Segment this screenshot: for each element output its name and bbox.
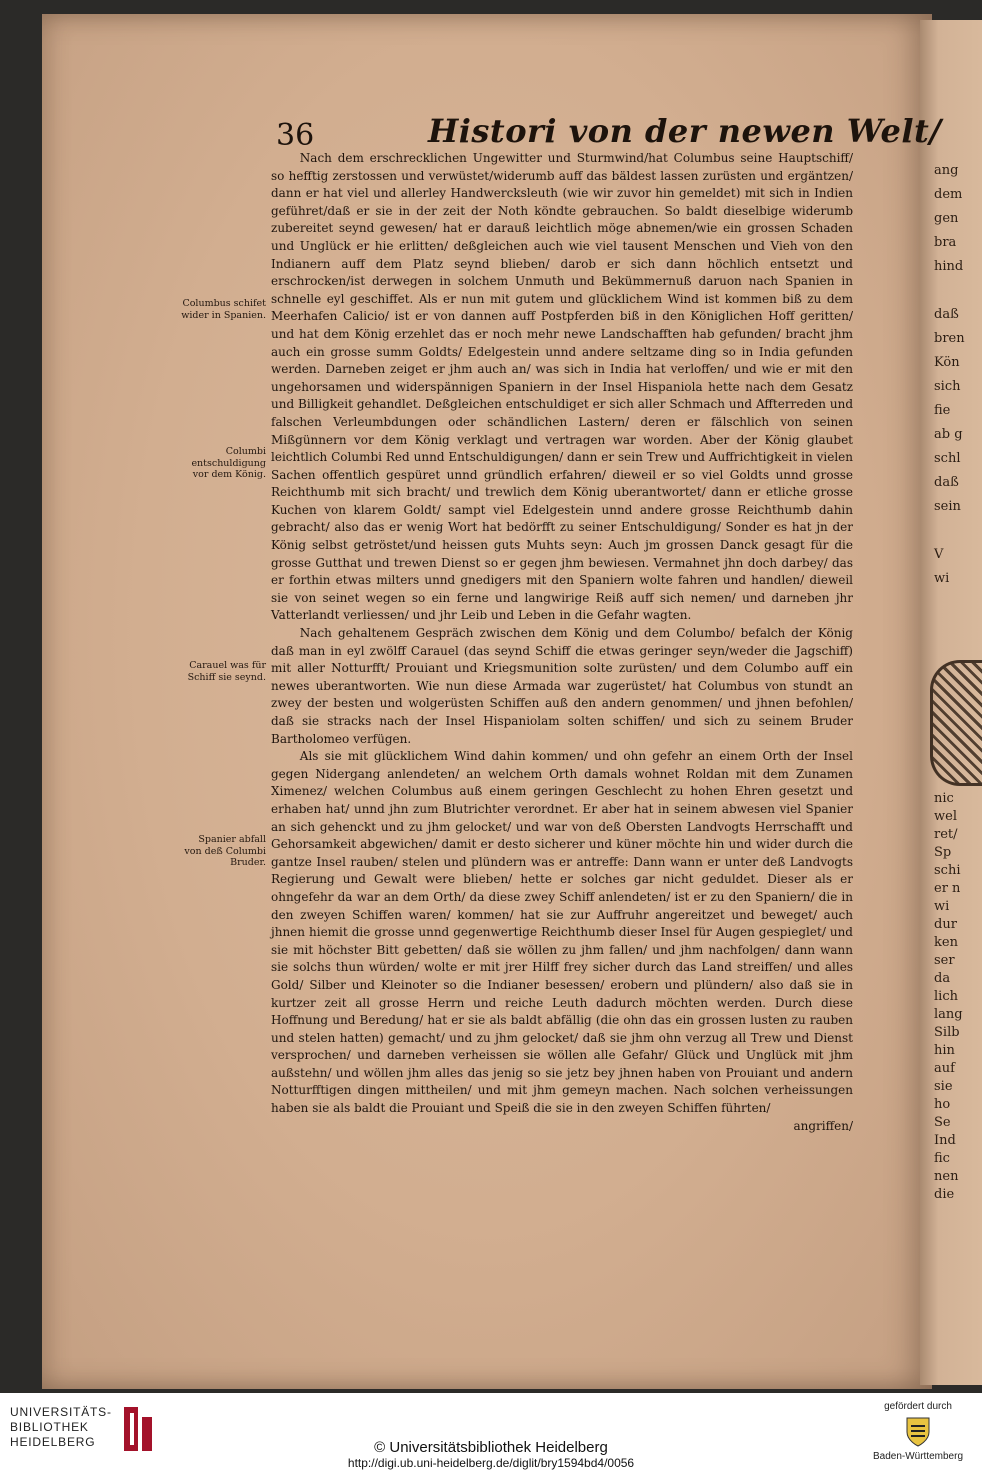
funding-label: gefördert durch: [884, 1401, 952, 1412]
library-line: UNIVERSITÄTS-: [10, 1405, 112, 1419]
facing-page-fragment: schi: [934, 863, 961, 878]
facing-page-fragment: die: [934, 1187, 955, 1202]
facing-page-fragment: auf: [934, 1061, 955, 1076]
paragraph: Nach dem erschrecklichen Ungewitter und Sturmwind/hat Columbus seine Hauptschiff/ so hefftig zerstossen und verwüstet/widerumb auff das bäldest lassen zurüsten und ergäntzen/ dann er hat viel und allerley Handwercksleuth (wie wir zuvor hin gemeldet) mit sich in Indien geführet/daß er sie in der zeit der Noth köndte gebrauchen. So baldt dieselbige widerumb zubereitet seynd gewesen/ hat er darauß leichtlich möge abnemen/wie ein grossen Schaden und Unglück er hie erlitten/ deßgleichen auch wie viel tausent Menschen und Vieh von den Indianern auff dem Platz seynd blieben/ darob er sich dann höchlich entsetzt und erschrocken/ist derwegen in solchem Unmuth und Bekümmernuß daruon nach Spanien in schnelle eyl geschiffet. Als er nun mit gutem und glücklichem Wind ist kommen biß zu dem Meerhafen Calicio/ ist er von dannen auff Postpferden biß in den Königlichen Hoff geritten/ und hat dem König erzehlet das er noch mehr newe Landschafften hab gefunden/ bracht jhm auch ein grosse summ Goldts/ Edelgestein unnd andere seltzame ding so in India gefunden werden. Darneben zeiget er jhm auch an/ was sich in India hat verloffen/ und wie er mit den ungehorsamen und widerspännigen Spaniern in der Insel Hispaniola hette nach dem Gesatz und Billigkeit gehandlet. Deßgleichen entschuldiget er sich aller Schmach und Affterreden und falschen Verleumbdungen oder schändlichen Lastern/ deren er fälschlich von seinen Mißgünnern vor dem König verklagt und vertragen war worden. Aber der König glaubet leichtlich Columbi Red unnd Entschuldigungen/ dann er sein Trew und Auffrichtigkeit in vielen Sachen offentlich gespüret unnd gründlich erfahren/ dieweil er so viel Goldts unnd grosse Reichthumb mit sich bracht/ und trewlich dem König uberantwortet/ dann er etliche grosse Kuchen von klarem Goldt/ sampt viel Edelgestein unnd andere grosse Reichthumb dahin gebracht/ also das er wenig Wort hat bedörfft zu seiner Entschuldigung/ Sonder es hat jn der König selbst getröstet/und heissen guts Muhts seyn: Auch jm grossen Danck gesagt für die grosse Gutthat und trewen Dienst so er gegen jhm bewiesen. Vermahnet jhn doch darbey/ das er forthin etwas milters unnd gnedigers mit den Spaniern wolte fahren und handlen/ dieweil sie von seinet wegen so ein ferne und langwirige Reiß auff sich nemen/ und darneben jhr Vatterlandt verliessen/ und jhr Leib und Leben in die Gefahr wagten.: [271, 151, 853, 623]
facing-page-fragment: dur: [934, 917, 957, 932]
running-head: Histori von der newen Welt/: [428, 112, 942, 150]
facing-page-fragment: nen: [934, 1169, 959, 1184]
library-line: BIBLIOTHEK: [10, 1420, 89, 1434]
facing-page-fragment: gen: [934, 211, 959, 226]
paragraph: Als sie mit glücklichem Wind dahin kommen/ und ohn gefehr an einem Orth der Insel gegen Nidergang anlendeten/ an welchem Orth damals wohnet Roldan mit dem Zunamen Ximenez/ welchen Columbus auß einem geringen Geschlecht zu hohen Ehren gesetzt und erhaben hat/ unnd jhn zum Blutrichter verordnet. Er aber hat in seinem abwesen viel Spanier an sich gehenckt und zu jhm gelocket/ und war von deß Obersten Landvogts Herrschafft und Gehorsamkeit abgewichen/ damit er desto sicherer und küner möchte hin und wider durch die gantze Insel rauben/ stelen und plündern was er antreffe: Dann wann er unter deß Landvogts Regierung und Gewalt were blieben/ hette er solches gar nicht geduldet. Dieser als er ohngefehr da war an dem Orth/ da diese zwey Schiff anlendeten/ ist er zu den Spaniern/ die in den zweyen Schiffen waren/ kommen/ hat sie zur Auffruhr angereitzet und beweget/ auch jhnen hiemit die grosse unnd gegenwertige Reichthumb dieser Insel für Augen gespieglet/ und sie mit höchster Bitt gebetten/ daß sie wöllen zu jhm fallen/ und jhm nachfolgen/ dann wann sie solchs thun würden/ wolte er mit jrer Hilff frey sicher durch das Land streiffen/ und alles Gold/ Silber und Kleinoter so die Indianer besessen/ erobern und plündern/ also daß sie in kurtzer zeit all grosse Herrn und reiche Leuth dadurch möchten werden. Durch diese Hoffnung und Beredung/ hat er sie als baldt abfällig (die ohn das ein grossen lusten zu rauben und stelen hatten) gemacht/ und zu jhm gelocket/ daß sie jhm ohn verzug all Trew und Dienst versprochen/ und darneben verheissen sie wöllen alle Gefahr/ Glück und Unglück mit jhm außstehn/ und wöllen jhm alles das jenig so sie jetz bey jhnen haben von Prouiant und andern Notturfftigen dingen mittheilen/ und mit jhm gemeyn machen. Nach solchen verheissungen haben sie als baldt die Prouiant und Speiß die sie in den zweyen Schiffen führten/: [271, 749, 853, 1116]
facing-page-fragment: ho: [934, 1097, 951, 1112]
facing-page-fragment: wel: [934, 809, 957, 824]
facing-page-fragment: ser: [934, 953, 955, 968]
facing-page-fragment: lich: [934, 989, 958, 1004]
facing-page-fragment: daß: [934, 475, 959, 490]
facing-page-fragment: Se: [934, 1115, 951, 1130]
facing-page-fragment: ken: [934, 935, 958, 950]
facing-page-fragment: wi: [934, 571, 950, 586]
paragraph: Nach gehaltenem Gespräch zwischen dem König und dem Columbo/ befalch der König daß man in eyl zwölff Carauel (das seynd Schiff die etwas geringer seyn/weder die Jagschiff) mit aller Notturfft/ Prouiant und Kriegsmunition solte zurüsten/ und dem Columbo auff ein newes uberantworten. Wie nun diese Armada war zugerüstet/ hat Columbus von stundt an zwey der besten und wolgerüsten Schiffen auß den andern genommen/ und jhnen befohlen/ daß sie stracks nach der Insel Hispaniolam solten schiffen/ und sich zu seinem Bruder Bartholomeo verfügen.: [271, 626, 853, 746]
facing-page-edge: [920, 20, 982, 1385]
footer-bar: [0, 1393, 982, 1473]
facing-page-fragment: schl: [934, 451, 961, 466]
permalink-url[interactable]: http://digi.ub.uni-heidelberg.de/diglit/bry1594bd4/0056: [347, 1456, 635, 1470]
facing-page-fragment: sein: [934, 499, 961, 514]
coat-of-arms-icon: [905, 1416, 931, 1448]
facing-page-fragment: ret/: [934, 827, 958, 842]
facing-page-fragment: sich: [934, 379, 961, 394]
facing-page-fragment: hin: [934, 1043, 955, 1058]
library-line: HEIDELBERG: [10, 1435, 96, 1449]
facing-page-fragment: Ind: [934, 1133, 956, 1148]
facing-page-fragment: Silb: [934, 1025, 960, 1040]
facing-page-fragment: daß: [934, 307, 959, 322]
marginal-note: Spanier abfall von deß Columbi Bruder.: [184, 834, 266, 868]
facing-page-fragment: fie: [934, 403, 951, 418]
facing-page-fragment: wi: [934, 899, 950, 914]
facing-page-fragment: bra: [934, 235, 957, 250]
facing-page-fragment: Kön: [934, 355, 960, 370]
catchword: angriffen/: [793, 1118, 853, 1133]
initial-ornament-icon: [930, 660, 982, 786]
funding-org: Baden-Württemberg: [872, 1451, 964, 1462]
facing-page-fragment: lang: [934, 1007, 963, 1022]
facing-page-fragment: da: [934, 971, 951, 986]
facing-page-fragment: hind: [934, 259, 964, 274]
copyright-text: © Universitätsbibliothek Heidelberg: [374, 1439, 608, 1456]
facing-page-fragment: V: [934, 547, 944, 562]
marginal-note: Columbus schifet wider in Spanien.: [181, 298, 266, 321]
facing-page-fragment: nic: [934, 791, 954, 806]
facing-page-fragment: sie: [934, 1079, 953, 1094]
facing-page-fragment: dem: [934, 187, 963, 202]
facing-page-fragment: bren: [934, 331, 965, 346]
main-text-block: [271, 150, 853, 1135]
page-number: 36: [276, 118, 315, 153]
funding-credit: [858, 1401, 978, 1462]
facing-page-fragment: fic: [934, 1151, 950, 1166]
marginal-note: Carauel was für Schiff sie seynd.: [187, 660, 266, 683]
marginal-note: Columbi entschuldigung vor dem König.: [191, 446, 266, 480]
facing-page-fragment: ab g: [934, 427, 963, 442]
facing-page-fragment: Sp: [934, 845, 952, 860]
facing-page-fragment: ang: [934, 163, 959, 178]
facing-page-fragment: er n: [934, 881, 961, 896]
